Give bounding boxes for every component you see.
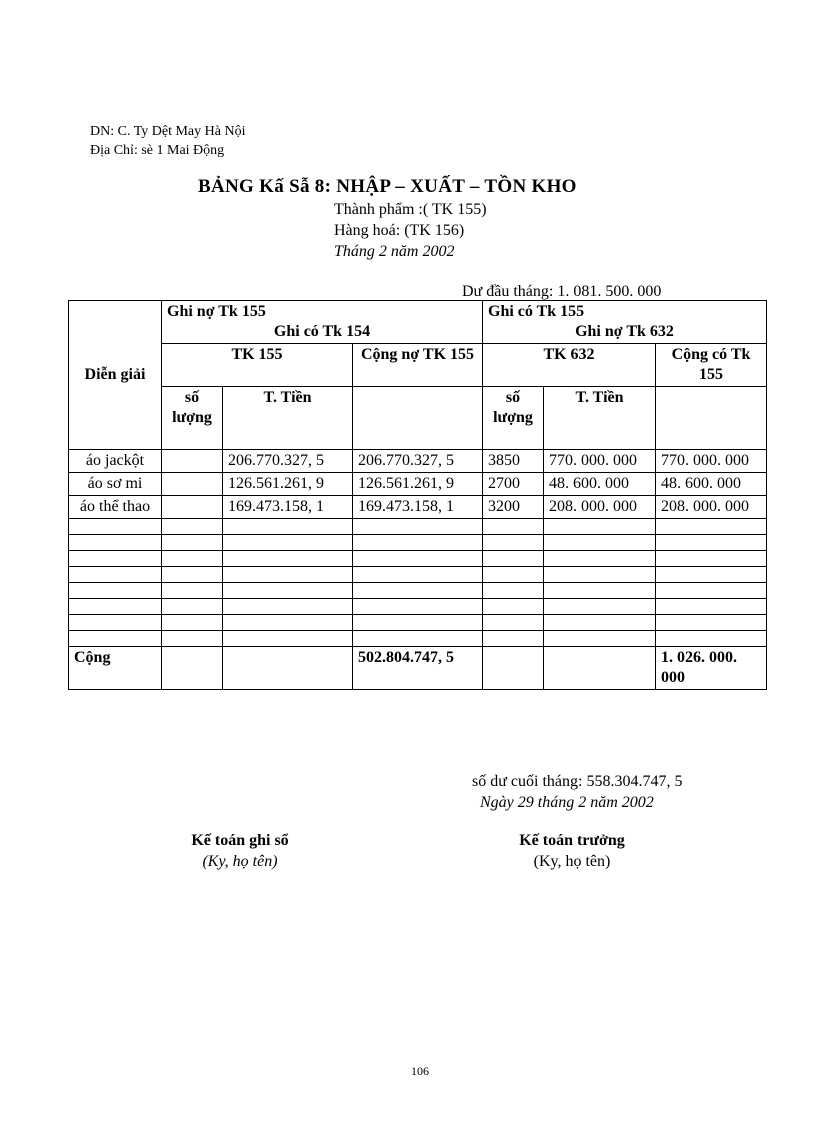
row-amount-in: 169.473.158, 1	[223, 496, 353, 519]
total-credit-value: 1. 026. 000. 000	[656, 647, 767, 690]
row-total-out: 48. 600. 000	[656, 473, 767, 496]
row-qty-in	[162, 496, 223, 519]
table-row	[69, 496, 767, 519]
total-debit-value: 502.804.747, 5	[353, 647, 483, 690]
signature-chief-accountant-title: Kế toán trưởng	[519, 832, 625, 849]
empty-row	[69, 519, 767, 535]
total-qty-out	[483, 647, 544, 690]
row-amount-in: 126.561.261, 9	[223, 473, 353, 496]
header-credit-line2: Ghi nợ Tk 632	[575, 323, 674, 340]
company-name: DN: C. Ty Dệt May Hà Nội	[90, 124, 246, 139]
total-label: Cộng	[69, 647, 162, 690]
empty-row	[69, 567, 767, 583]
header-qty-in: số lượng	[162, 387, 223, 450]
company-address: Địa Chỉ: sè 1 Mai Động	[90, 143, 225, 158]
signature-chief-accountant-note: (Ky, họ tên)	[533, 853, 611, 870]
row-qty-out: 3200	[483, 496, 544, 519]
header-credit-group	[483, 301, 767, 344]
header-description: Diễn giải	[69, 301, 162, 450]
header-debit-line2: Ghi có Tk 154	[273, 323, 371, 340]
inventory-ledger-table	[68, 300, 767, 690]
row-total-in: 206.770.327, 5	[353, 450, 483, 473]
empty-row	[69, 615, 767, 631]
total-amount-in	[223, 647, 353, 690]
row-total-out: 770. 000. 000	[656, 450, 767, 473]
header-debit-line1: Ghi nợ Tk 155	[167, 303, 266, 320]
closing-balance: số dư cuối tháng: 558.304.747, 5	[472, 773, 683, 790]
empty-row	[69, 599, 767, 615]
opening-balance: Dư đầu tháng: 1. 081. 500. 000	[462, 283, 662, 300]
subtitle-merchandise: Hàng hoá: (TK 156)	[334, 222, 465, 239]
period: Tháng 2 năm 2002	[334, 243, 455, 260]
row-total-out: 208. 000. 000	[656, 496, 767, 519]
empty-row	[69, 535, 767, 551]
row-name: áo thể thao	[69, 496, 162, 519]
total-amount-out	[544, 647, 656, 690]
row-amount-in: 206.770.327, 5	[223, 450, 353, 473]
row-amount-out: 770. 000. 000	[544, 450, 656, 473]
header-debit-group	[162, 301, 483, 344]
row-amount-out: 208. 000. 000	[544, 496, 656, 519]
row-qty-out: 3850	[483, 450, 544, 473]
row-name: áo sơ mi	[69, 473, 162, 496]
row-qty-in	[162, 450, 223, 473]
row-amount-out: 48. 600. 000	[544, 473, 656, 496]
row-total-in: 169.473.158, 1	[353, 496, 483, 519]
header-tk155: TK 155	[162, 344, 353, 387]
subtitle-finished-goods: Thành phẩm :( TK 155)	[334, 201, 487, 218]
date-line: Ngày 29 tháng 2 năm 2002	[480, 794, 654, 811]
empty-row	[69, 551, 767, 567]
header-amount-in: T. Tiền	[223, 387, 353, 450]
document-title: BẢNG Kấ Sẫ 8: NHẬP – XUẤT – TỒN KHO	[198, 176, 577, 197]
row-name: áo jackột	[69, 450, 162, 473]
row-total-in: 126.561.261, 9	[353, 473, 483, 496]
row-qty-in	[162, 473, 223, 496]
row-qty-out: 2700	[483, 473, 544, 496]
header-total-debit: Cộng nợ TK 155	[353, 344, 483, 387]
table-row	[69, 473, 767, 496]
header-qty-out: số lượng	[483, 387, 544, 450]
total-qty-in	[162, 647, 223, 690]
header-blank-in	[353, 387, 483, 450]
header-tk632: TK 632	[483, 344, 656, 387]
header-credit-line1: Ghi có Tk 155	[488, 303, 585, 320]
empty-row	[69, 631, 767, 647]
empty-row	[69, 583, 767, 599]
page-number: 106	[411, 1064, 429, 1078]
table-row	[69, 450, 767, 473]
signature-bookkeeper-note: (Ky, họ tên)	[202, 853, 278, 870]
header-total-credit: Cộng có Tk 155	[656, 344, 767, 387]
signature-bookkeeper-title: Kế toán ghi sổ	[191, 832, 289, 849]
header-blank-out	[656, 387, 767, 450]
header-amount-out: T. Tiền	[544, 387, 656, 450]
total-row	[69, 647, 767, 690]
